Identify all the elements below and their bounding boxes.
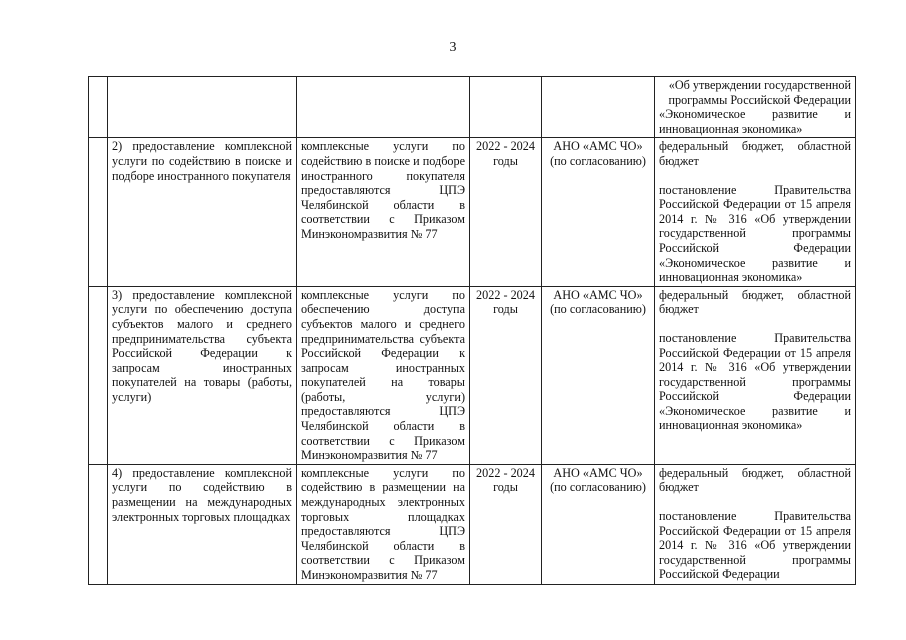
funding-budget: федеральный бюджет, областной бюджет [659,287,851,317]
result-cell: комплексные услуги по содействию в размещении на международных электронных торговых площадках предоставляются ЦПЭ Челябинской области в соответствии с Приказом Минэкономразвития № 77 [297,464,470,584]
funding-budget: федеральный бюджет, областной бюджет [659,465,851,495]
table-row [89,286,856,464]
funding-spacer [659,317,851,331]
funding-spacer [659,169,851,183]
row-number-cell [89,77,108,138]
funding-budget: федеральный бюджет, областной бюджет [659,139,851,168]
funding-line: «Экономическое развитие и [659,107,851,122]
table-row [89,138,856,286]
row-number-cell [89,286,108,464]
table-row [89,464,856,584]
funding-line: программы Российской Федерации [668,92,851,107]
funding-decree: постановление Правительства Российской Федерации от 15 апреля 2014 г. № 316 «Об утверждении государственной программы Российской Федерации «Экономическое развитие и инновационная экономика» [659,330,851,433]
funding-cell [655,77,856,138]
funding-line: «Об утверждении государственной [668,78,851,92]
term-cell: 2022 - 2024 годы [470,138,542,286]
row-number-cell [89,464,108,584]
task-cell: 3) предоставление комплексной услуги по обеспечению доступа субъектов малого и среднего предпринимательства субъекта Российской Федерации к запросам иностранных покупателей на товары (работы, услуги) [108,286,297,464]
executor-cell [542,77,655,138]
funding-decree: постановление Правительства Российской Федерации от 15 апреля 2014 г. № 316 «Об утверждении государственной программы Российской Федерации [659,509,851,582]
funding-line: инновационная экономика» [659,121,803,136]
executor-cell: АНО «АМС ЧО» (по согласованию) [542,286,655,464]
term-cell: 2022 - 2024 годы [470,286,542,464]
term-cell [470,77,542,138]
task-cell: 4) предоставление комплексной услуги по содействию в размещении на международных электронных торговых площадках [108,464,297,584]
executor-cell: АНО «АМС ЧО» (по согласованию) [542,138,655,286]
row-number-cell [89,138,108,286]
result-cell: комплексные услуги по обеспечению доступа субъектов малого и среднего предпринимательства субъекта Российской Федерации к запросам иностранных покупателей на товары (работы, услуги) предоставляются ЦПЭ Челябинской области в соответствии с Приказом Минэкономразвития № 77 [297,286,470,464]
term-cell: 2022 - 2024 годы [470,464,542,584]
funding-cell [655,138,856,286]
funding-decree: постановление Правительства Российской Федерации от 15 апреля 2014 г. № 316 «Об утверждении государственной программы Российской Федерации «Экономическое развитие и инновационная экономика» [659,182,851,285]
task-cell [108,77,297,138]
funding-cell [655,286,856,464]
result-cell [297,77,470,138]
funding-spacer [659,495,851,509]
table-row [89,77,856,138]
executor-cell: АНО «АМС ЧО» (по согласованию) [542,464,655,584]
program-table [88,76,856,585]
result-cell: комплексные услуги по содействию в поиске и подборе иностранного покупателя предоставляются ЦПЭ Челябинской области в соответствии с Приказом Минэкономразвития № 77 [297,138,470,286]
page-number: 3 [449,40,457,55]
funding-cell [655,464,856,584]
task-cell: 2) предоставление комплексной услуги по содействию в поиске и подборе иностранного покупателя [108,138,297,286]
